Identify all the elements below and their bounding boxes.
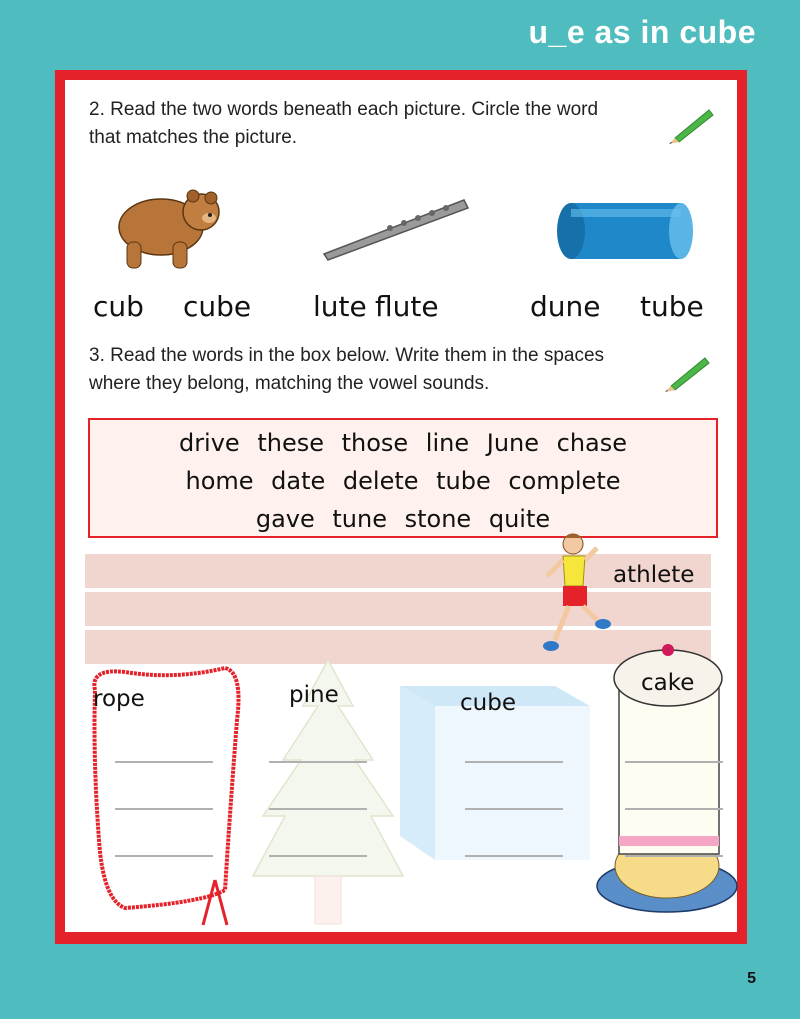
answer-blank[interactable] [115, 808, 213, 810]
page-number: 5 [747, 970, 756, 987]
column-label-pine: pine [289, 682, 339, 708]
word-box: drive these those line June chase home date delete tube complete gave tune stone quite [88, 418, 718, 538]
answer-blank[interactable] [115, 761, 213, 763]
pencil-icon [661, 352, 711, 392]
tube-icon [553, 195, 693, 267]
column-label-cube: cube [460, 690, 516, 716]
answer-blank[interactable] [115, 855, 213, 857]
answer-blank[interactable] [625, 855, 723, 857]
track-label: athlete [613, 562, 695, 588]
bear-cub-icon [113, 172, 223, 272]
column-label-cake: cake [641, 670, 695, 696]
answer-blank[interactable] [625, 761, 723, 763]
answer-blank[interactable] [269, 855, 367, 857]
page-title: u_e as in cube [528, 14, 756, 50]
answer-blank[interactable] [465, 855, 563, 857]
column-label-rope: rope [93, 686, 145, 712]
word-option[interactable]: lute [313, 290, 367, 323]
word-option[interactable]: dune [530, 290, 601, 323]
pencil-icon [665, 104, 715, 144]
answer-blank[interactable] [625, 808, 723, 810]
word-option[interactable]: cub [93, 290, 144, 323]
track-lane [85, 592, 711, 626]
answer-blank[interactable] [465, 761, 563, 763]
answer-blank[interactable] [269, 808, 367, 810]
worksheet-body [65, 80, 737, 932]
word-option[interactable]: flute [375, 290, 439, 323]
exercise-2-instruction: 2. Read the two words beneath each picture. Circle the word that matches the picture. [89, 99, 599, 148]
worksheet-frame [55, 70, 747, 944]
exercise-3-instruction: 3. Read the words in the box below. Write them in the spaces where they belong, matching the vowel sounds. [89, 345, 605, 394]
word-option[interactable]: tube [640, 290, 704, 323]
flute-icon [320, 192, 470, 262]
answer-blank[interactable] [269, 761, 367, 763]
word-option[interactable]: cube [183, 290, 252, 323]
answer-blank[interactable] [465, 808, 563, 810]
